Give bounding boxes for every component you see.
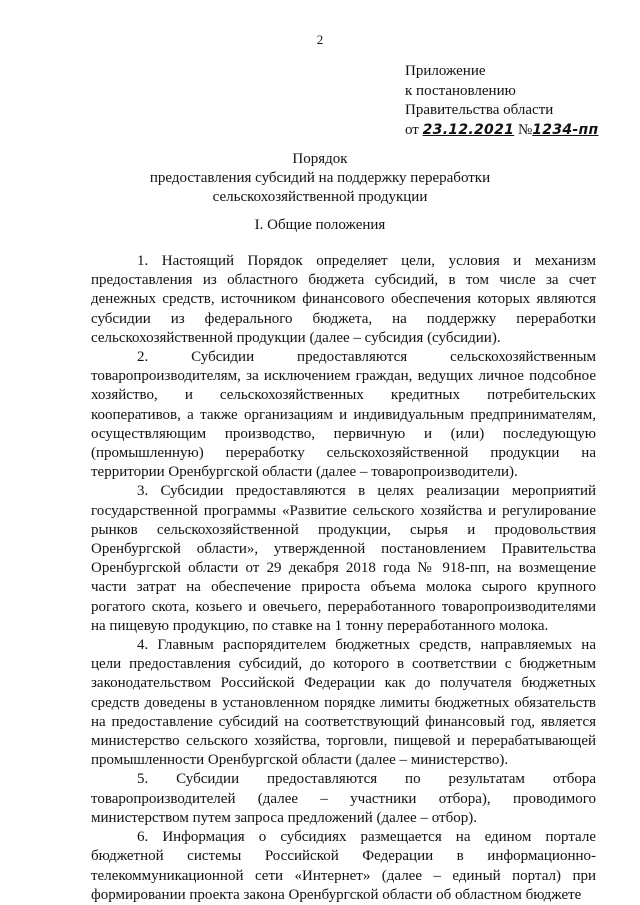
title-line-1: Порядок: [292, 151, 348, 167]
paragraph-6: 6. Информация о субсидиях размещается на едином портале бюджетной системы Российской Федерации в информационно-телекоммуникационной сети «Интернет» (далее – единый портал) при формировании проекта закона Оренбургской области об областном бюджете: [91, 829, 596, 903]
paragraph-5: 5. Субсидии предоставляются по результатам отбора товаропроизводителей (далее – участники отбора), проводимого министерством путем запроса предложений (далее – отбор).: [91, 771, 596, 826]
appendix-date-line: [405, 121, 598, 141]
appendix-line-2: к постановлению: [405, 82, 516, 99]
date-prefix: от: [405, 121, 419, 138]
handwritten-date: 23.12.2021: [422, 121, 515, 138]
title-line-3: сельскохозяйственной продукции: [212, 189, 428, 205]
paragraph-1: 1. Настоящий Порядок определяет цели, условия и механизм предоставления из областного бюджета субсидий, в том числе за счет денежных средств, источником финансового обеспечения которых являются субсидии из федерального бюджета, на поддержку переработки сельскохозяйственной продукции (далее – субсидия (субсидии).: [91, 253, 596, 346]
appendix-line-1: Приложение: [405, 63, 486, 79]
paragraph-3: 3. Субсидии предоставляются в целях реализации мероприятий государственной программы «Развитие сельского хозяйства и регулирование рынков сельскохозяйственной продукции, сырья и продовольствия Оренбургской области», утвержденной постановлением Правительства Оренбургской области от 29 декабря 2018 года № 918-пп, на возмещение части затрат на обеспечение прироста объема молока сырого крупного рогатого скота, козьего и овечьего, переработанного товаропроизводителями на пищевую продукцию, по ставке на 1 тонну переработанного молока.: [91, 483, 596, 634]
page-number: 2: [316, 32, 324, 47]
handwritten-number: 1234-пп: [532, 121, 599, 138]
paragraph-4: 4. Главным распорядителем бюджетных средств, направляемых на цели предоставления субсидий, до которого в соответствии с бюджетным законодательством Российской Федерации как до получателя бюджетных средств доведены в установленном порядке лимиты бюджетных обязательств на предоставление субсидий на соответствующий финансовый год, является министерство сельского хозяйства, торговли, пищевой и перерабатывающей промышленности Оренбургской области (далее – министерство).: [91, 637, 596, 769]
title-line-2: предоставления субсидий на поддержку переработки: [149, 170, 491, 186]
document-body: [91, 252, 596, 905]
appendix-line-3: Правительства области: [405, 102, 554, 118]
document-title: [0, 150, 640, 207]
appendix-block: [405, 62, 598, 140]
paragraph-2: 2. Субсидии предоставляются сельскохозяйственным товаропроизводителям, за исключением граждан, ведущих личное подсобное хозяйство, и сельскохозяйственных кредитных потребительских кооперативов, а также организациям и индивидуальным предпринимателям, осуществляющим производство, первичную и (или) последующую (промышленную) переработку сельскохозяйственной продукции на территории Оренбургской области (далее – товаропроизводители).: [91, 349, 596, 481]
section-heading: I. Общие положения: [254, 217, 386, 233]
number-prefix: №: [517, 121, 533, 138]
